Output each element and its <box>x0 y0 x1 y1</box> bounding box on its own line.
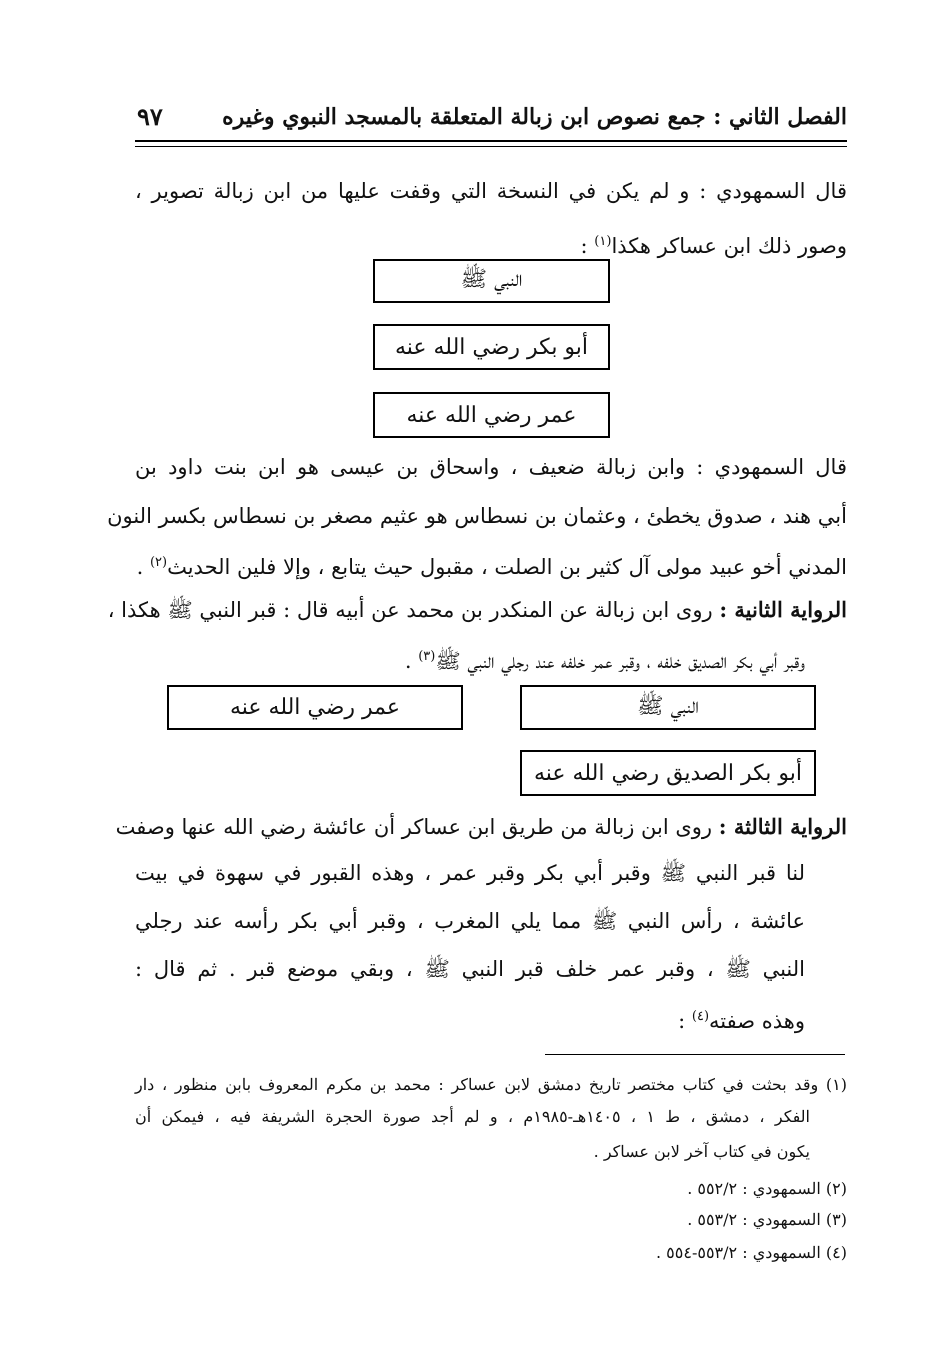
paragraph-line <box>107 595 847 625</box>
footnote-line: (١) وقد بحثت في كتاب مختصر تاريخ دمشق لابن عساكر : محمد بن مكرم المعروف بابن منظور ، دار <box>135 1075 847 1094</box>
paragraph-line: أبي هند ، صدوق يخطئ ، وعثمان بن نسطاس هو عثيم مصغر بن نسطاس بكسر النون <box>107 504 847 528</box>
footnote-ref: (١) <box>594 234 612 249</box>
grave-box-umar: عمر رضي الله عنه <box>167 685 463 730</box>
chapter-title: الفصل الثاني : جمع نصوص ابن زبالة المتعلقة بالمسجد النبوي وغيره <box>222 104 847 130</box>
footnote-ref: (٢) <box>149 555 168 570</box>
grave-box-abubakr: أبو بكر الصديق رضي الله عنه <box>520 750 816 796</box>
paragraph-line <box>678 1002 805 1036</box>
footnote-line: الفكر ، دمشق ، ط ١ ، ١٤٠٥هـ-١٩٨٥م ، و لم أجد صورة الحجرة الشريفة فيه ، فيمكن أن <box>135 1107 810 1126</box>
paragraph-tail: : <box>580 234 595 258</box>
paragraph-tail: : <box>678 1009 692 1033</box>
paragraph-line: عائشة ، رأس النبي ﷺ مما يلي المغرب ، وقبر أبي بكر رأسه عند رجلي <box>135 909 805 933</box>
footnote-line: (٢) السمهودي : ٥٥٢/٢ . <box>687 1179 847 1198</box>
grave-box-prophet: النبي ﷺ <box>373 259 610 303</box>
paragraph-line: قال السمهودي : وابن زبالة ضعيف ، واسحاق بن عيسى هو ابن بنت داود بن <box>135 455 847 479</box>
paragraph-line: لنا قبر النبي ﷺ وقبر أبي بكر وقبر عمر ، وهذه القبور في سهوة في بيت <box>135 861 805 885</box>
paragraph-tail: . <box>136 555 150 579</box>
narration-label: الرواية الثالثة : <box>718 814 847 839</box>
paragraph-line: النبي ﷺ ، وقبر عمر خلف قبر النبي ﷺ ، وبقي موضع قبر . ثم قال : <box>135 957 805 981</box>
grave-box-prophet: النبي ﷺ <box>520 685 816 730</box>
paragraph-line <box>405 642 805 676</box>
page-number: ٩٧ <box>137 102 163 131</box>
page-header <box>135 100 847 140</box>
footnote-line: (٤) السمهودي : ٥٥٣/٢-٥٥٤ . <box>656 1243 847 1262</box>
footnote-ref: (٣) <box>418 649 436 664</box>
paragraph-text: المدني أخو عبيد مولى آل كثير بن الصلت ، مقبول حيث يتابع ، وإلا فلين الحديث <box>167 555 847 579</box>
footnote-line: (٣) السمهودي : ٥٥٣/٢ . <box>687 1210 847 1229</box>
footnote-separator <box>545 1054 845 1055</box>
paragraph-line <box>115 812 847 842</box>
grave-box-umar: عمر رضي الله عنه <box>373 392 610 438</box>
paragraph-line <box>137 548 847 582</box>
paragraph-text: وصور ذلك ابن عساكر هكذا <box>611 234 847 258</box>
header-rule-thick <box>135 140 847 142</box>
paragraph-text: وهذه صفته <box>709 1009 805 1033</box>
paragraph-line <box>581 227 847 261</box>
paragraph-line: قال السمهودي : و لم يكن في النسخة التي وقفت عليها من ابن زبالة تصوير ، <box>135 179 847 203</box>
grave-box-abubakr: أبو بكر رضي الله عنه <box>373 324 610 370</box>
header-rule-thin <box>135 146 847 147</box>
paragraph-tail: . <box>404 649 419 673</box>
footnote-line: يكون في كتاب آخر لابن عساكر . <box>593 1142 810 1161</box>
narration-label: الرواية الثانية : <box>719 597 847 622</box>
paragraph-text: وقبر أبي بكر الصديق خلفه ، وقبر عمر خلفه عند رجلي النبي ﷺ <box>435 649 805 673</box>
footnote-ref: (٤) <box>691 1009 710 1024</box>
paragraph-text: روى ابن زبالة عن المنكدر بن محمد عن أبيه قال : قبر النبي ﷺ هكذا ، <box>107 598 720 622</box>
paragraph-text: روى ابن زبالة من طريق ابن عساكر أن عائشة رضي الله عنها وصفت <box>115 815 719 839</box>
